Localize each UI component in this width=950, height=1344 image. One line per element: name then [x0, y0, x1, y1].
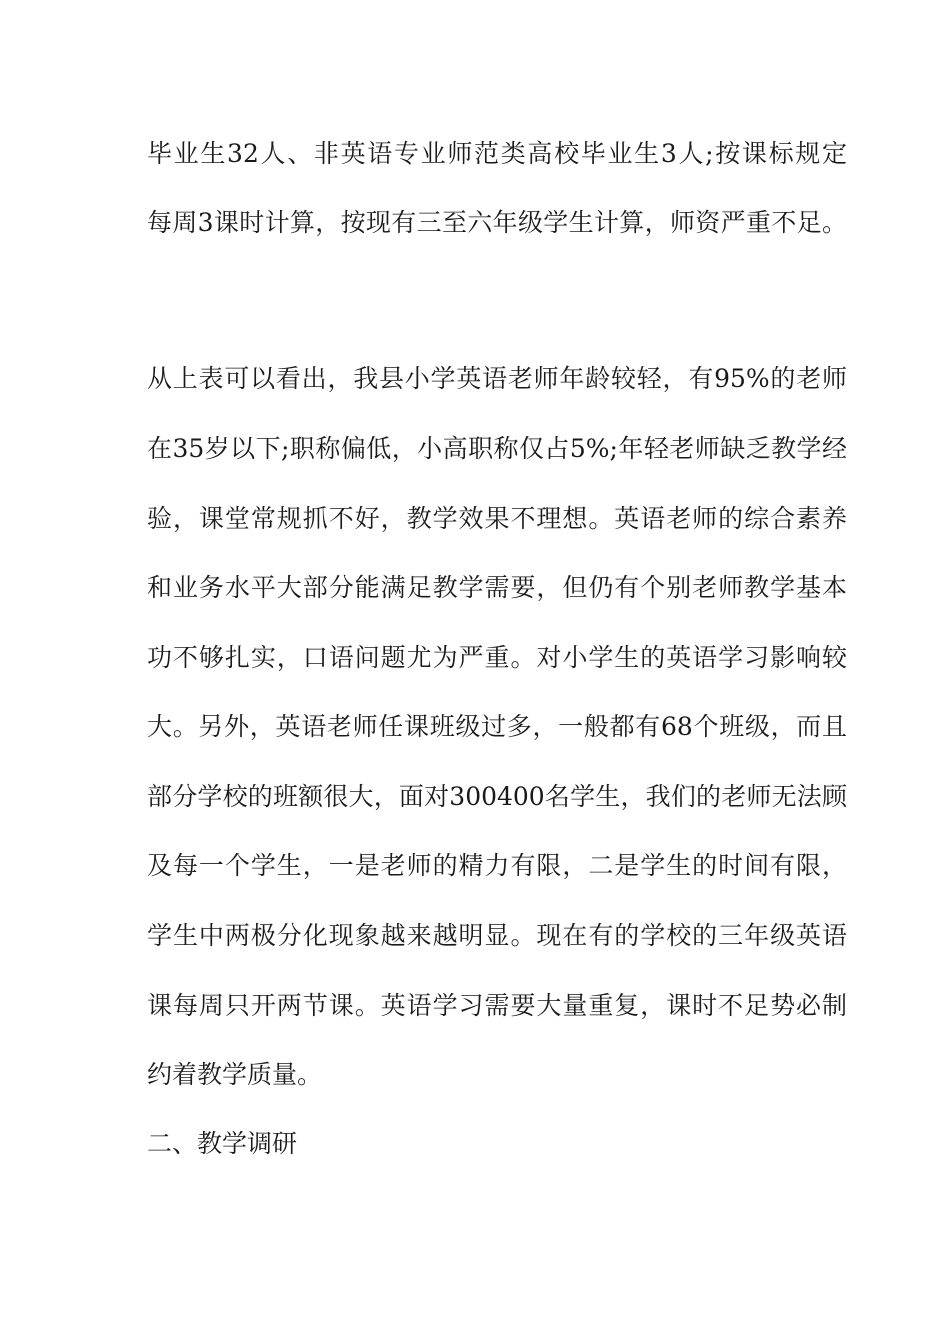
text-line: 大。另外，英语老师任课班级过多，一般都有68个班级，而且: [147, 712, 847, 741]
text-line: 和业务水平大部分能满足教学需要，但仍有个别老师教学基本: [147, 573, 847, 602]
section-heading: 二、教学调研: [147, 1129, 298, 1158]
text-line: 毕业生32人、非英语专业师范类高校毕业生3人;按课标规定: [147, 139, 847, 168]
text-line: 从上表可以看出，我县小学英语老师年龄较轻，有95%的老师: [147, 364, 847, 393]
text-line: 课每周只开两节课。英语学习需要大量重复，课时不足势必制: [147, 991, 847, 1020]
text-line: 学生中两极分化现象越来越明显。现在有的学校的三年级英语: [147, 921, 847, 950]
text-line: 约着教学质量。: [147, 1060, 323, 1089]
text-line: 在35岁以下;职称偏低，小高职称仅占5%;年轻老师缺乏教学经: [147, 434, 847, 463]
text-line: 每周3课时计算，按现有三至六年级学生计算，师资严重不足。: [147, 208, 847, 237]
text-line: 部分学校的班额很大，面对300400名学生，我们的老师无法顾: [147, 782, 847, 811]
text-line: 验，课堂常规抓不好，教学效果不理想。英语老师的综合素养: [147, 504, 847, 533]
text-line: 功不够扎实，口语问题尤为严重。对小学生的英语学习影响较: [147, 643, 847, 672]
text-line: 及每一个学生，一是老师的精力有限，二是学生的时间有限，: [147, 851, 847, 880]
